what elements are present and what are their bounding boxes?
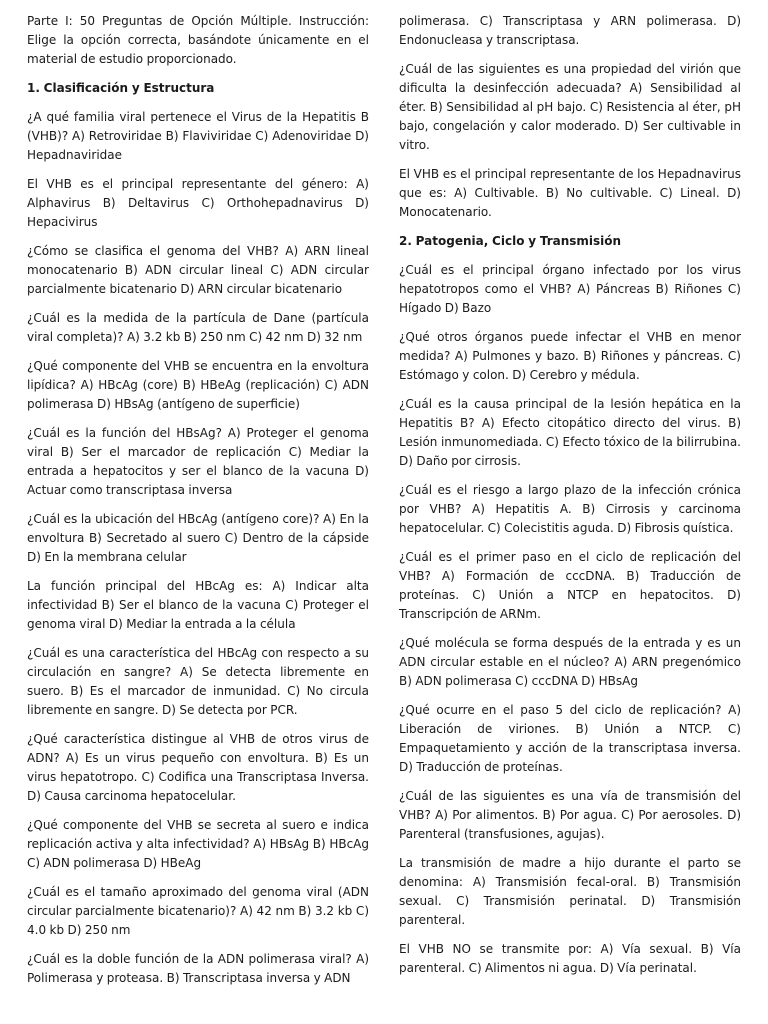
question-paragraph: ¿Cuál es la doble función de la ADN polimerasa viral? A) Polimerasa y proteasa. B) Transcriptasa inversa y ADN <box>27 952 369 985</box>
right-column <box>399 12 741 1012</box>
document-page <box>27 12 741 1012</box>
question-paragraph: ¿Qué componente del VHB se encuentra en la envoltura lipídica? A) HBcAg (core) B) HBeAg (replicación) C) ADN polimerasa D) HBsAg (antígeno de superficie) <box>27 359 369 411</box>
question-paragraph: ¿Cuál es la causa principal de la lesión hepática en la Hepatitis B? A) Efecto citopático directo del virus. B) Lesión inmunomediada. C) Efecto tóxico de la bilirrubina. D) Daño por cirrosis. <box>399 397 741 468</box>
section-heading-classification: 1. Clasificación y Estructura <box>27 81 215 95</box>
question-paragraph: La transmisión de madre a hijo durante el parto se denomina: A) Transmisión fecal-oral. B) Transmisión sexual. C) Transmisión perinatal. D) Transmisión parenteral. <box>399 856 741 927</box>
question-paragraph: El VHB NO se transmite por: A) Vía sexual. B) Vía parenteral. C) Alimentos ni agua. D) Vía perinatal. <box>399 942 741 975</box>
question-continuation: polimerasa. C) Transcriptasa y ARN polimerasa. D) Endonucleasa y transcriptasa. <box>399 14 741 47</box>
question-paragraph: El VHB es el principal representante de los Hepadnavirus que es: A) Cultivable. B) No cultivable. C) Lineal. D) Monocatenario. <box>399 167 741 219</box>
question-paragraph: ¿Cuál es el principal órgano infectado por los virus hepatotropos como el VHB? A) Páncreas B) Riñones C) Hígado D) Bazo <box>399 263 741 315</box>
question-paragraph: ¿Cuál es el riesgo a largo plazo de la infección crónica por VHB? A) Hepatitis A. B) Cirrosis y carcinoma hepatocelular. C) Colecistitis aguda. D) Fibrosis quística. <box>399 483 741 535</box>
question-paragraph: La función principal del HBcAg es: A) Indicar alta infectividad B) Ser el blanco de la vacuna C) Proteger el genoma viral D) Mediar la entrada a la célula <box>27 579 369 631</box>
question-paragraph: ¿A qué familia viral pertenece el Virus de la Hepatitis B (VHB)? A) Retroviridae B) Flaviviridae C) Adenoviridae D) Hepadnaviridae <box>27 110 369 162</box>
question-paragraph: ¿Qué característica distingue al VHB de otros virus de ADN? A) Es un virus pequeño con envoltura. B) Es un virus hepatotropo. C) Codifica una Transcriptasa Inversa. D) Causa carcinoma hepatocelular. <box>27 732 369 803</box>
question-paragraph: El VHB es el principal representante del género: A) Alphavirus B) Deltavirus C) Orthohepadnavirus D) Hepacivirus <box>27 177 369 229</box>
question-paragraph: ¿Cómo se clasifica el genoma del VHB? A) ARN lineal monocatenario B) ADN circular lineal C) ADN circular parcialmente bicatenario D) ARN circular bicatenario <box>27 244 369 296</box>
question-paragraph: ¿Qué componente del VHB se secreta al suero e indica replicación activa y alta infectividad? A) HBsAg B) HBcAg C) ADN polimerasa D) HBeAg <box>27 818 369 870</box>
question-paragraph: ¿Cuál es la función del HBsAg? A) Proteger el genoma viral B) Ser el marcador de replicación C) Mediar la entrada a hepatocitos y ser el blanco de la vacuna D) Actuar como transcriptasa inversa <box>27 426 369 497</box>
question-paragraph: ¿Qué otros órganos puede infectar el VHB en menor medida? A) Pulmones y bazo. B) Riñones y páncreas. C) Estómago y colon. D) Cerebro y médula. <box>399 330 741 382</box>
intro-paragraph: Parte I: 50 Preguntas de Opción Múltiple. Instrucción: Elige la opción correcta, basándote únicamente en el material de estudio proporcionado. <box>27 14 369 66</box>
section-heading-pathogenesis: 2. Patogenia, Ciclo y Transmisión <box>399 234 622 248</box>
question-paragraph: ¿Cuál es la medida de la partícula de Dane (partícula viral completa)? A) 3.2 kb B) 250 nm C) 42 nm D) 32 nm <box>27 311 369 344</box>
left-column <box>27 12 369 1012</box>
question-paragraph: ¿Qué molécula se forma después de la entrada y es un ADN circular estable en el núcleo? A) ARN pregenómico B) ADN polimerasa C) cccDNA D) HBsAg <box>399 636 741 688</box>
question-paragraph: ¿Qué ocurre en el paso 5 del ciclo de replicación? A) Liberación de viriones. B) Unión a NTCP. C) Empaquetamiento y acción de la transcriptasa inversa. D) Traducción de proteínas. <box>399 703 741 774</box>
question-paragraph: ¿Cuál de las siguientes es una vía de transmisión del VHB? A) Por alimentos. B) Por agua. C) Por aerosoles. D) Parenteral (transfusiones, agujas). <box>399 789 741 841</box>
question-paragraph: ¿Cuál es la ubicación del HBcAg (antígeno core)? A) En la envoltura B) Secretado al suero C) Dentro de la cápside D) En la membrana celular <box>27 512 369 564</box>
question-paragraph: ¿Cuál de las siguientes es una propiedad del virión que dificulta la desinfección adecuada? A) Sensibilidad al éter. B) Sensibilidad al pH bajo. C) Resistencia al éter, pH bajo, congelación y calor moderado. D) Ser cultivable in vitro. <box>399 62 741 152</box>
question-paragraph: ¿Cuál es una característica del HBcAg con respecto a su circulación en sangre? A) Se detecta libremente en suero. B) Es el marcador de inmunidad. C) No circula libremente en sangre. D) Se detecta por PCR. <box>27 646 369 717</box>
question-paragraph: ¿Cuál es el primer paso en el ciclo de replicación del VHB? A) Formación de cccDNA. B) Traducción de proteínas. C) Unión a NTCP en hepatocitos. D) Transcripción de ARNm. <box>399 550 741 621</box>
question-paragraph: ¿Cuál es el tamaño aproximado del genoma viral (ADN circular parcialmente bicatenario)? A) 42 nm B) 3.2 kb C) 4.0 kb D) 250 nm <box>27 885 369 937</box>
